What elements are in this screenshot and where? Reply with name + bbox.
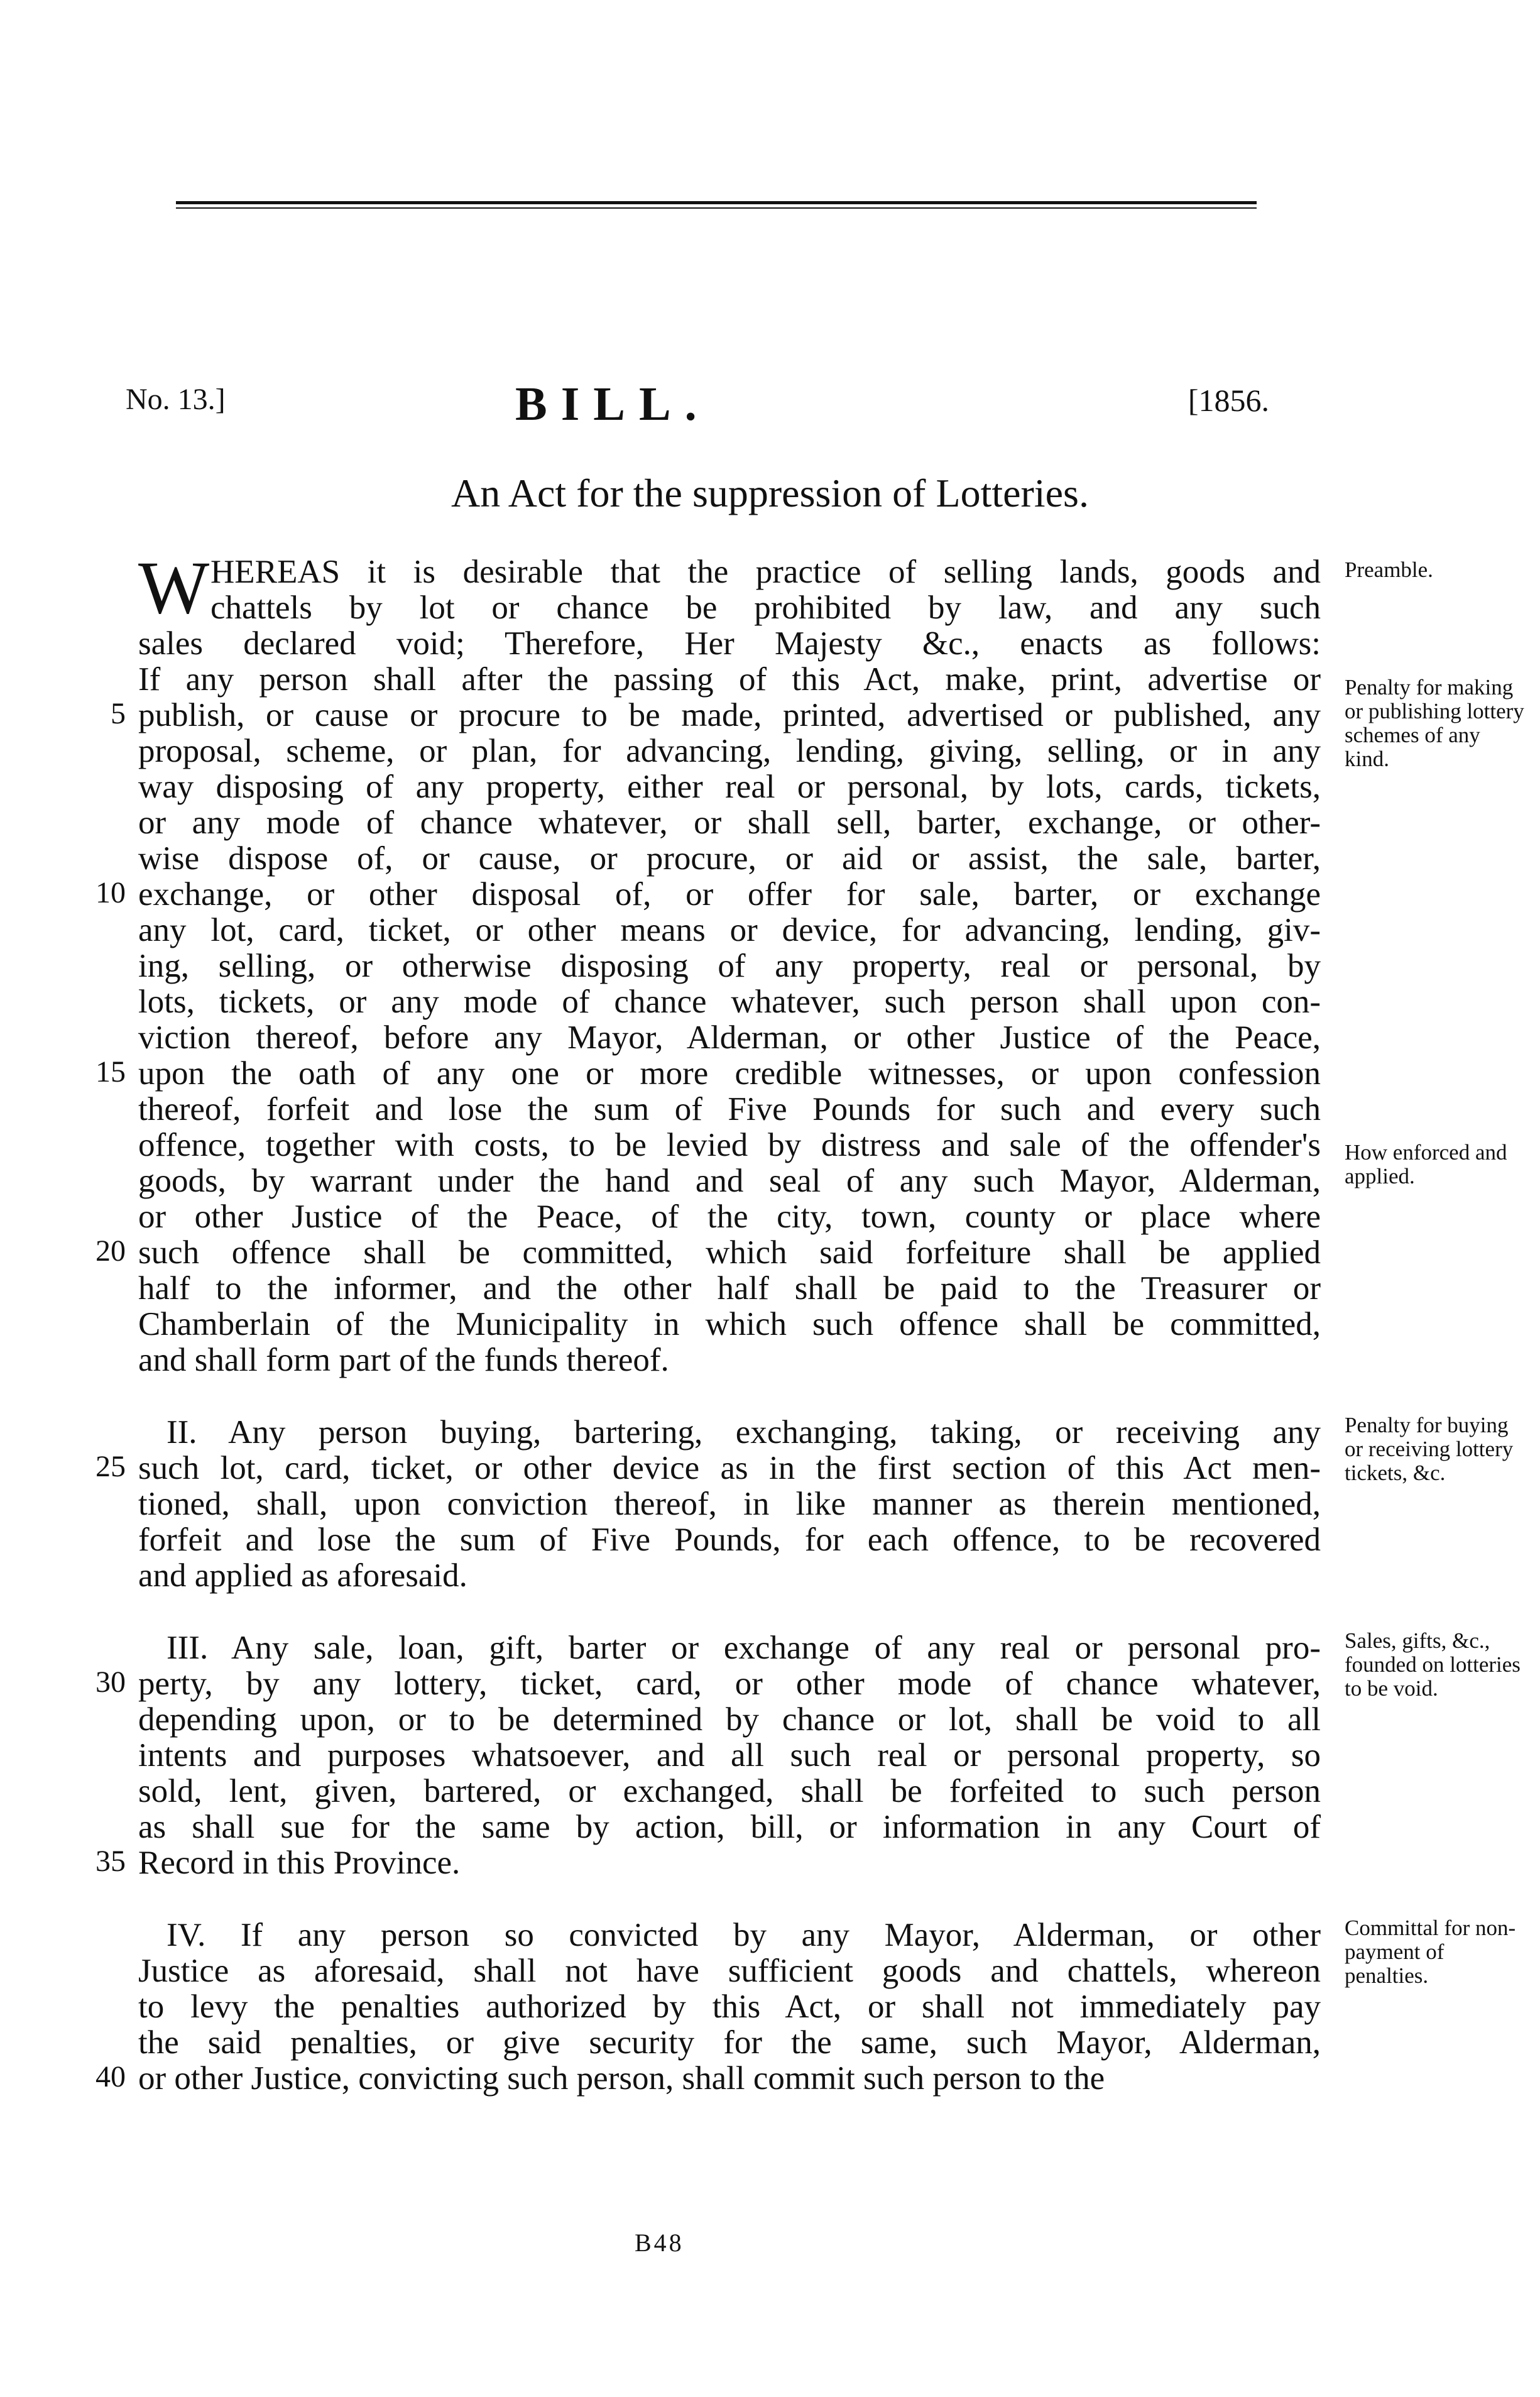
line-text: such lot, card, ticket, or other device as in the first section of this Act men- bbox=[138, 1450, 1321, 1486]
margin-note-how-enforced: How enforced and applied. bbox=[1345, 1140, 1507, 1188]
text-line bbox=[69, 1701, 1514, 1736]
text-line bbox=[69, 2060, 1514, 2095]
margin-note-penalty-making: Penalty for making or publishing lottery schemes of any kind. bbox=[1345, 675, 1524, 771]
line-text: depending upon, or to be determined by chance or lot, shall be void to all bbox=[138, 1701, 1321, 1738]
text-line bbox=[69, 983, 1514, 1019]
line-text: publish, or cause or procure to be made, printed, advertised or published, any bbox=[138, 697, 1321, 733]
line-text: viction thereof, before any Mayor, Alderman, or other Justice of the Peace, bbox=[138, 1019, 1321, 1056]
line-number: 35 bbox=[96, 1845, 126, 1878]
text-line bbox=[69, 875, 1514, 911]
line-text: half to the informer, and the other half shall be paid to the Treasurer or bbox=[138, 1270, 1321, 1307]
text-line bbox=[69, 1162, 1514, 1198]
text-line bbox=[69, 1305, 1514, 1341]
text-line bbox=[69, 661, 1514, 696]
line-number: 5 bbox=[111, 697, 126, 730]
bill-number: No. 13.] bbox=[126, 383, 226, 416]
preamble-line: HEREAS it is desirable that the practice of selling lands, goods and bbox=[210, 554, 1321, 590]
line-text: III. Any sale, loan, gift, barter or exchange of any real or personal pro- bbox=[167, 1630, 1321, 1666]
text-line bbox=[69, 1521, 1514, 1557]
line-number: 10 bbox=[96, 876, 126, 909]
bill-header bbox=[126, 377, 1269, 440]
text-line bbox=[69, 1126, 1514, 1162]
line-text: goods, by warrant under the hand and seal of any such Mayor, Alderman, bbox=[138, 1163, 1321, 1199]
line-text: any lot, card, ticket, or other means or device, for advancing, lending, giv- bbox=[138, 912, 1321, 948]
line-text: the said penalties, or give security for the same, such Mayor, Alderman, bbox=[138, 2024, 1321, 2061]
section-2 bbox=[69, 1413, 1514, 1593]
text-line bbox=[69, 1413, 1514, 1449]
line-text: or any mode of chance whatever, or shall sell, barter, exchange, or other- bbox=[138, 804, 1321, 841]
line-text: Justice as aforesaid, shall not have sufficient goods and chattels, whereon bbox=[138, 1953, 1321, 1989]
line-text: IV. If any person so convicted by any Mayor, Alderman, or other bbox=[167, 1917, 1321, 1953]
line-text: or other Justice, convicting such person, shall commit such person to the bbox=[138, 2060, 1105, 2097]
text-line bbox=[69, 1772, 1514, 1808]
line-text: upon the oath of any one or more credible witnesses, or upon confession bbox=[138, 1055, 1321, 1092]
margin-note-committal: Committal for non-payment of penalties. bbox=[1345, 1916, 1516, 1988]
text-line bbox=[69, 1736, 1514, 1772]
text-line bbox=[69, 2024, 1514, 2060]
text-line bbox=[69, 804, 1514, 840]
line-text: exchange, or other disposal of, or offer for sale, barter, or exchange bbox=[138, 876, 1321, 913]
preamble-section bbox=[69, 546, 1524, 1378]
text-line bbox=[69, 1808, 1514, 1844]
text-line bbox=[69, 1916, 1514, 1952]
line-text: II. Any person buying, bartering, exchanging, taking, or receiving any bbox=[167, 1414, 1321, 1451]
line-number: 20 bbox=[96, 1234, 126, 1268]
text-line bbox=[69, 696, 1514, 732]
text-line bbox=[69, 1557, 1514, 1593]
line-text: or other Justice of the Peace, of the city, town, county or place where bbox=[138, 1198, 1321, 1235]
preamble-line: sales declared void; Therefore, Her Majesty &c., enacts as follows: bbox=[138, 625, 1321, 662]
line-number: 40 bbox=[96, 2060, 126, 2093]
line-text: intents and purposes whatsoever, and all such real or personal property, so bbox=[138, 1737, 1321, 1774]
line-text: proposal, scheme, or plan, for advancing, lending, giving, selling, or in any bbox=[138, 733, 1321, 769]
bill-body bbox=[69, 546, 1524, 2132]
text-line bbox=[69, 1988, 1514, 2024]
text-line bbox=[69, 1665, 1514, 1701]
margin-note-preamble: Preamble. bbox=[1345, 557, 1433, 582]
line-text: forfeit and lose the sum of Five Pounds, for each offence, to be recovered bbox=[138, 1522, 1321, 1558]
line-text: and applied as aforesaid. bbox=[138, 1557, 467, 1594]
line-number: 25 bbox=[96, 1450, 126, 1483]
line-text: If any person shall after the passing of this Act, make, print, advertise or bbox=[138, 661, 1321, 698]
act-title: An Act for the suppression of Lotteries. bbox=[451, 471, 1089, 515]
text-line bbox=[69, 1198, 1514, 1234]
line-text: tioned, shall, upon conviction thereof, in like manner as therein mentioned, bbox=[138, 1486, 1321, 1522]
text-line bbox=[69, 1449, 1514, 1485]
drop-cap: W bbox=[138, 546, 210, 629]
line-text: way disposing of any property, either real or personal, by lots, cards, tickets, bbox=[138, 769, 1321, 805]
text-line bbox=[69, 911, 1514, 947]
text-line bbox=[69, 1019, 1514, 1055]
text-line bbox=[69, 1485, 1514, 1521]
text-line bbox=[69, 1952, 1514, 1988]
text-line bbox=[69, 1055, 1514, 1090]
line-text: Record in this Province. bbox=[138, 1845, 461, 1881]
section-3 bbox=[69, 1628, 1521, 1881]
text-line bbox=[69, 947, 1514, 983]
section-4 bbox=[69, 1916, 1514, 2095]
text-line bbox=[69, 840, 1514, 875]
text-line bbox=[69, 1270, 1514, 1305]
line-text: lots, tickets, or any mode of chance whatever, such person shall upon con- bbox=[138, 984, 1321, 1020]
text-line bbox=[69, 1341, 1514, 1377]
line-text: and shall form part of the funds thereof. bbox=[138, 1342, 669, 1378]
line-text: perty, by any lottery, ticket, card, or other mode of chance whatever, bbox=[138, 1665, 1321, 1702]
line-text: to levy the penalties authorized by this Act, or shall not immediately pay bbox=[138, 1988, 1321, 2025]
bill-year: [1856. bbox=[1188, 383, 1269, 418]
line-number: 15 bbox=[96, 1055, 126, 1089]
margin-note-buying: Penalty for buying or receiving lottery tickets, &c. bbox=[1345, 1413, 1514, 1485]
top-rule bbox=[176, 201, 1257, 204]
line-text: offence, together with costs, to be levied by distress and sale of the offender's bbox=[138, 1127, 1321, 1163]
line-text: as shall sue for the same by action, bill, or information in any Court of bbox=[138, 1809, 1321, 1845]
text-line bbox=[69, 1844, 1514, 1880]
text-line bbox=[69, 1629, 1514, 1665]
text-line bbox=[69, 1234, 1514, 1270]
text-line bbox=[69, 1090, 1514, 1126]
bill-title: BILL. bbox=[515, 378, 711, 431]
line-text: Chamberlain of the Municipality in which such offence shall be committed, bbox=[138, 1306, 1321, 1342]
text-line bbox=[69, 732, 1514, 768]
line-text: such offence shall be committed, which said forfeiture shall be applied bbox=[138, 1234, 1321, 1271]
text-line bbox=[69, 768, 1514, 804]
line-number: 30 bbox=[96, 1665, 126, 1699]
line-text: wise dispose of, or cause, or procure, or aid or assist, the sale, barter, bbox=[138, 840, 1321, 877]
signature-mark: B48 bbox=[635, 2229, 684, 2257]
preamble-line: chattels by lot or chance be prohibited by law, and any such bbox=[210, 590, 1321, 626]
line-text: thereof, forfeit and lose the sum of Five Pounds for such and every such bbox=[138, 1091, 1321, 1127]
line-text: sold, lent, given, bartered, or exchanged, shall be forfeited to such person bbox=[138, 1773, 1321, 1809]
top-rule-thin bbox=[176, 207, 1257, 209]
margin-note-sales-void: Sales, gifts, &c., founded on lotteries to be void. bbox=[1345, 1628, 1521, 1701]
line-text: ing, selling, or otherwise disposing of any property, real or personal, by bbox=[138, 948, 1321, 984]
